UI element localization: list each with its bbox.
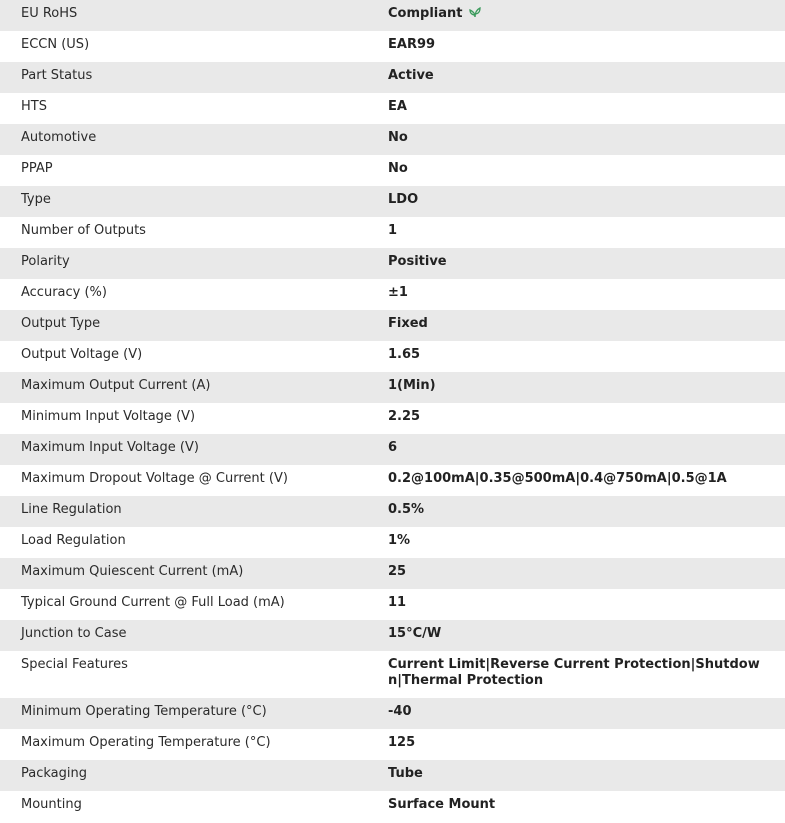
- spec-label: Junction to Case: [21, 626, 127, 641]
- spec-value: LDO: [388, 192, 419, 207]
- spec-row-max-dropout-voltage: [0, 465, 785, 496]
- spec-value: 1: [388, 223, 398, 238]
- spec-row-junction-to-case: [0, 620, 785, 651]
- spec-label: Accuracy (%): [21, 285, 107, 300]
- spec-label: Number of Outputs: [21, 223, 146, 238]
- spec-row-max-output-current: [0, 372, 785, 403]
- spec-value-wrap: [388, 6, 785, 22]
- spec-row-part-status: [0, 62, 785, 93]
- spec-label: Maximum Operating Temperature (°C): [21, 735, 271, 750]
- spec-row-max-input-voltage: [0, 434, 785, 465]
- spec-value: 0.5%: [388, 502, 425, 517]
- spec-label: Special Features: [21, 657, 128, 672]
- spec-row-max-quiescent-current: [0, 558, 785, 589]
- spec-label: ECCN (US): [21, 37, 90, 52]
- spec-row-load-regulation: [0, 527, 785, 558]
- spec-row-eu-rohs: [0, 0, 785, 31]
- spec-value: Active: [388, 68, 434, 83]
- spec-label: Output Type: [21, 316, 101, 331]
- spec-label: Automotive: [21, 130, 97, 145]
- spec-value: 1(Min): [388, 378, 436, 393]
- spec-label: EU RoHS: [21, 6, 78, 21]
- spec-row-min-input-voltage: [0, 403, 785, 434]
- spec-value: Current Limit|Reverse Current Protection|Shutdown|Thermal Protection: [388, 657, 760, 688]
- spec-value: 2.25: [388, 409, 421, 424]
- spec-value: 15°C/W: [388, 626, 442, 641]
- spec-row-eccn: [0, 31, 785, 62]
- spec-value: EAR99: [388, 37, 436, 52]
- spec-value: Tube: [388, 766, 423, 781]
- spec-label: Maximum Input Voltage (V): [21, 440, 199, 455]
- spec-label: Polarity: [21, 254, 70, 269]
- spec-row-hts: [0, 93, 785, 124]
- spec-row-max-operating-temp: [0, 729, 785, 760]
- spec-value: EA: [388, 99, 407, 114]
- spec-label: Maximum Dropout Voltage @ Current (V): [21, 471, 288, 486]
- spec-row-output-voltage: [0, 341, 785, 372]
- spec-value: 25: [388, 564, 407, 579]
- spec-value: 0.2@100mA|0.35@500mA|0.4@750mA|0.5@1A: [388, 471, 727, 486]
- spec-row-type: [0, 186, 785, 217]
- spec-value: Compliant: [388, 6, 463, 21]
- leaf-icon: [468, 6, 482, 18]
- spec-label: Type: [21, 192, 51, 207]
- spec-row-min-operating-temp: [0, 698, 785, 729]
- spec-value: Fixed: [388, 316, 428, 331]
- spec-label: Load Regulation: [21, 533, 126, 548]
- spec-label: Maximum Output Current (A): [21, 378, 211, 393]
- spec-row-special-features: [0, 651, 785, 698]
- spec-value: 11: [388, 595, 407, 610]
- spec-row-line-regulation: [0, 496, 785, 527]
- spec-row-output-type: [0, 310, 785, 341]
- spec-value: 125: [388, 735, 416, 750]
- spec-value: -40: [388, 704, 412, 719]
- spec-value: 1%: [388, 533, 411, 548]
- spec-label: Packaging: [21, 766, 87, 781]
- spec-value: Positive: [388, 254, 447, 269]
- spec-row-ground-current: [0, 589, 785, 620]
- spec-label: Typical Ground Current @ Full Load (mA): [21, 595, 285, 610]
- spec-row-ppap: [0, 155, 785, 186]
- spec-value: 1.65: [388, 347, 421, 362]
- spec-label: Maximum Quiescent Current (mA): [21, 564, 244, 579]
- spec-label: Part Status: [21, 68, 93, 83]
- spec-label: PPAP: [21, 161, 53, 176]
- spec-label: Minimum Input Voltage (V): [21, 409, 196, 424]
- spec-value: Surface Mount: [388, 797, 496, 812]
- spec-label: Line Regulation: [21, 502, 122, 517]
- spec-row-packaging: [0, 760, 785, 791]
- spec-row-mounting: [0, 791, 785, 822]
- spec-row-accuracy: [0, 279, 785, 310]
- spec-label: HTS: [21, 99, 47, 114]
- spec-value: ±1: [388, 285, 408, 300]
- spec-value: 6: [388, 440, 398, 455]
- spec-row-polarity: [0, 248, 785, 279]
- spec-value: No: [388, 130, 408, 145]
- spec-label: Output Voltage (V): [21, 347, 143, 362]
- spec-label: Minimum Operating Temperature (°C): [21, 704, 267, 719]
- spec-row-automotive: [0, 124, 785, 155]
- spec-row-number-of-outputs: [0, 217, 785, 248]
- spec-label: Mounting: [21, 797, 82, 812]
- spec-value: No: [388, 161, 408, 176]
